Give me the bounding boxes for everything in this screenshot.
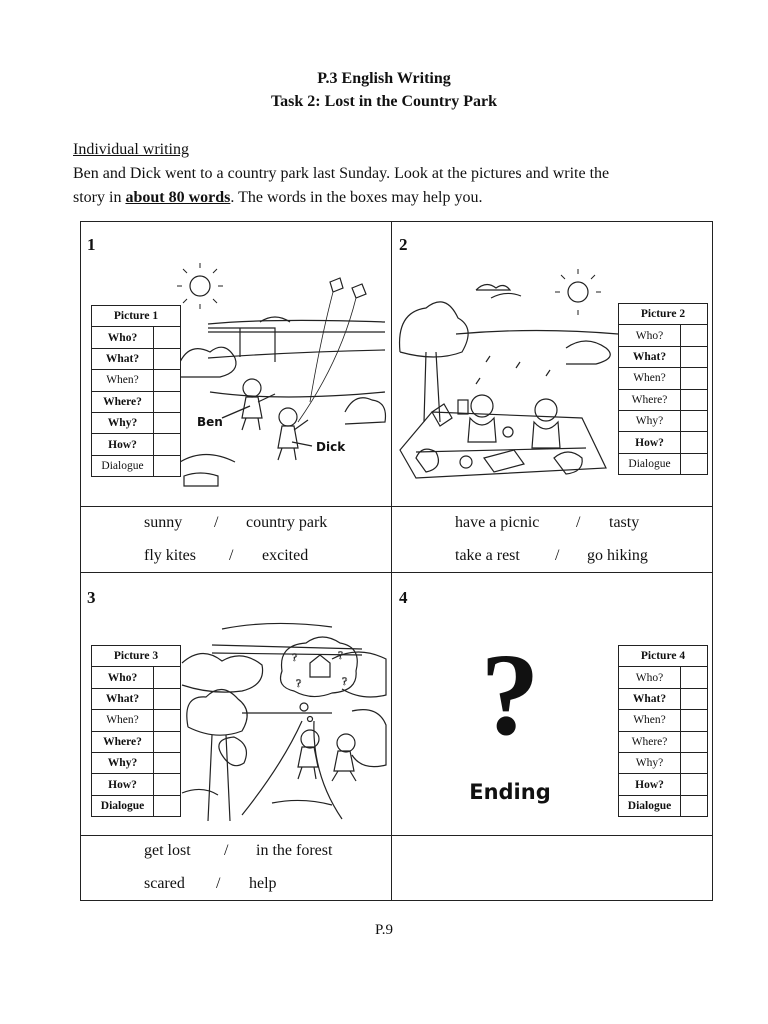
answer-cell[interactable] (681, 368, 708, 389)
page-number: P.9 (375, 922, 393, 938)
answer-cell[interactable] (681, 325, 708, 346)
word-separator: / (214, 514, 219, 531)
task-title: Task 2: Lost in the Country Park (270, 93, 498, 110)
svg-text:?: ? (296, 676, 302, 690)
answer-cell[interactable] (681, 453, 708, 474)
picture-3-table-title: Picture 3 (92, 646, 181, 667)
panel-4-number: 4 (399, 588, 408, 607)
answer-cell[interactable] (154, 731, 181, 752)
table-row-label: Where? (92, 731, 154, 752)
word-fly-kites: fly kites (144, 547, 196, 564)
picture-3-table (91, 645, 181, 817)
picture-2-table-title: Picture 2 (619, 304, 708, 325)
table-row-label: How? (92, 434, 154, 455)
table-row-label: Why? (92, 412, 154, 433)
table-row-label: Who? (619, 325, 681, 346)
picture-1-table-title: Picture 1 (92, 306, 181, 327)
answer-cell[interactable] (154, 795, 181, 816)
word-take-a-rest: take a rest (455, 547, 520, 564)
word-separator: / (229, 547, 234, 564)
instruction-line-1: Ben and Dick went to a country park last Sunday. Look at the pictures and write the (73, 165, 610, 182)
picture-4-table (618, 645, 708, 817)
answer-cell[interactable] (154, 391, 181, 412)
word-separator: / (555, 547, 560, 564)
answer-cell[interactable] (154, 710, 181, 731)
answer-cell[interactable] (154, 752, 181, 773)
answer-cell[interactable] (681, 731, 708, 752)
panel-1-number: 1 (87, 235, 96, 254)
answer-cell[interactable] (681, 432, 708, 453)
answer-cell[interactable] (154, 348, 181, 369)
table-row-label: When? (619, 710, 681, 731)
svg-text:?: ? (342, 674, 348, 688)
table-row-label: Why? (619, 752, 681, 773)
answer-cell[interactable] (154, 327, 181, 348)
table-row-label: Dialogue (619, 795, 681, 816)
grid-divider-vertical (391, 221, 392, 901)
instruction-line-2 (73, 185, 482, 210)
grid-divider-row2 (80, 572, 713, 573)
answer-cell[interactable] (154, 412, 181, 433)
picture-2-table (618, 303, 708, 475)
panel-2-number: 2 (399, 235, 408, 254)
answer-cell[interactable] (154, 667, 181, 688)
word-sunny: sunny (144, 514, 183, 531)
table-row-label: Dialogue (92, 455, 154, 476)
word-have-a-picnic: have a picnic (455, 514, 540, 531)
table-row-label: Who? (619, 667, 681, 688)
panel-3-number: 3 (87, 588, 96, 607)
table-row-label: Where? (619, 731, 681, 752)
answer-cell[interactable] (681, 710, 708, 731)
picture-2-illustration (396, 272, 618, 492)
word-country-park: country park (246, 514, 328, 531)
picture-3-illustration (182, 615, 386, 827)
answer-cell[interactable] (154, 774, 181, 795)
word-in-the-forest: in the forest (256, 842, 333, 859)
answer-cell[interactable] (154, 688, 181, 709)
instruction-prefix: story in (73, 189, 126, 206)
table-row-label: How? (92, 774, 154, 795)
dick-label: Dick (316, 440, 346, 454)
picture-4-table-title: Picture 4 (619, 646, 708, 667)
table-row-label: Where? (619, 389, 681, 410)
answer-cell[interactable] (681, 774, 708, 795)
ending-label: Ending (469, 780, 551, 804)
table-row-label: When? (619, 368, 681, 389)
table-row-label: What? (92, 348, 154, 369)
table-row-label: What? (92, 688, 154, 709)
table-row-label: How? (619, 432, 681, 453)
answer-cell[interactable] (154, 370, 181, 391)
word-excited: excited (262, 547, 309, 564)
word-get-lost: get lost (144, 842, 191, 859)
answer-cell[interactable] (681, 688, 708, 709)
instruction-suffix: . The words in the boxes may help you. (230, 189, 483, 206)
grid-divider-row3 (80, 835, 713, 836)
word-separator: / (224, 842, 229, 859)
answer-cell[interactable] (681, 795, 708, 816)
answer-cell[interactable] (154, 434, 181, 455)
answer-cell[interactable] (681, 410, 708, 431)
word-tasty: tasty (609, 514, 640, 531)
table-row-label: Where? (92, 391, 154, 412)
table-row-label: Why? (619, 410, 681, 431)
svg-text:?: ? (338, 648, 344, 662)
worksheet-title: P.3 English Writing (317, 70, 451, 87)
table-row-label: Why? (92, 752, 154, 773)
section-heading-text: Individual writing (73, 141, 189, 158)
word-go-hiking: go hiking (587, 547, 648, 564)
table-row-label: When? (92, 710, 154, 731)
answer-cell[interactable] (681, 752, 708, 773)
answer-cell[interactable] (681, 346, 708, 367)
table-row-label: What? (619, 688, 681, 709)
ben-label: Ben (197, 415, 223, 429)
section-heading (73, 137, 189, 162)
table-row-label: When? (92, 370, 154, 391)
answer-cell[interactable] (154, 455, 181, 476)
word-separator: / (576, 514, 581, 531)
answer-cell[interactable] (681, 389, 708, 410)
table-row-label: Dialogue (619, 453, 681, 474)
svg-text:?: ? (292, 650, 298, 664)
table-row-label: Dialogue (92, 795, 154, 816)
table-row-label: Who? (92, 667, 154, 688)
table-row-label: What? (619, 346, 681, 367)
question-mark-icon: ? (480, 629, 540, 760)
word-scared: scared (144, 875, 185, 892)
picture-1-illustration (180, 262, 390, 486)
table-row-label: Who? (92, 327, 154, 348)
table-row-label: How? (619, 774, 681, 795)
answer-cell[interactable] (681, 667, 708, 688)
word-limit: about 80 words (125, 189, 231, 206)
word-help: help (249, 875, 277, 892)
grid-divider-row1 (80, 506, 713, 507)
picture-1-table (91, 305, 181, 477)
word-separator: / (216, 875, 221, 892)
